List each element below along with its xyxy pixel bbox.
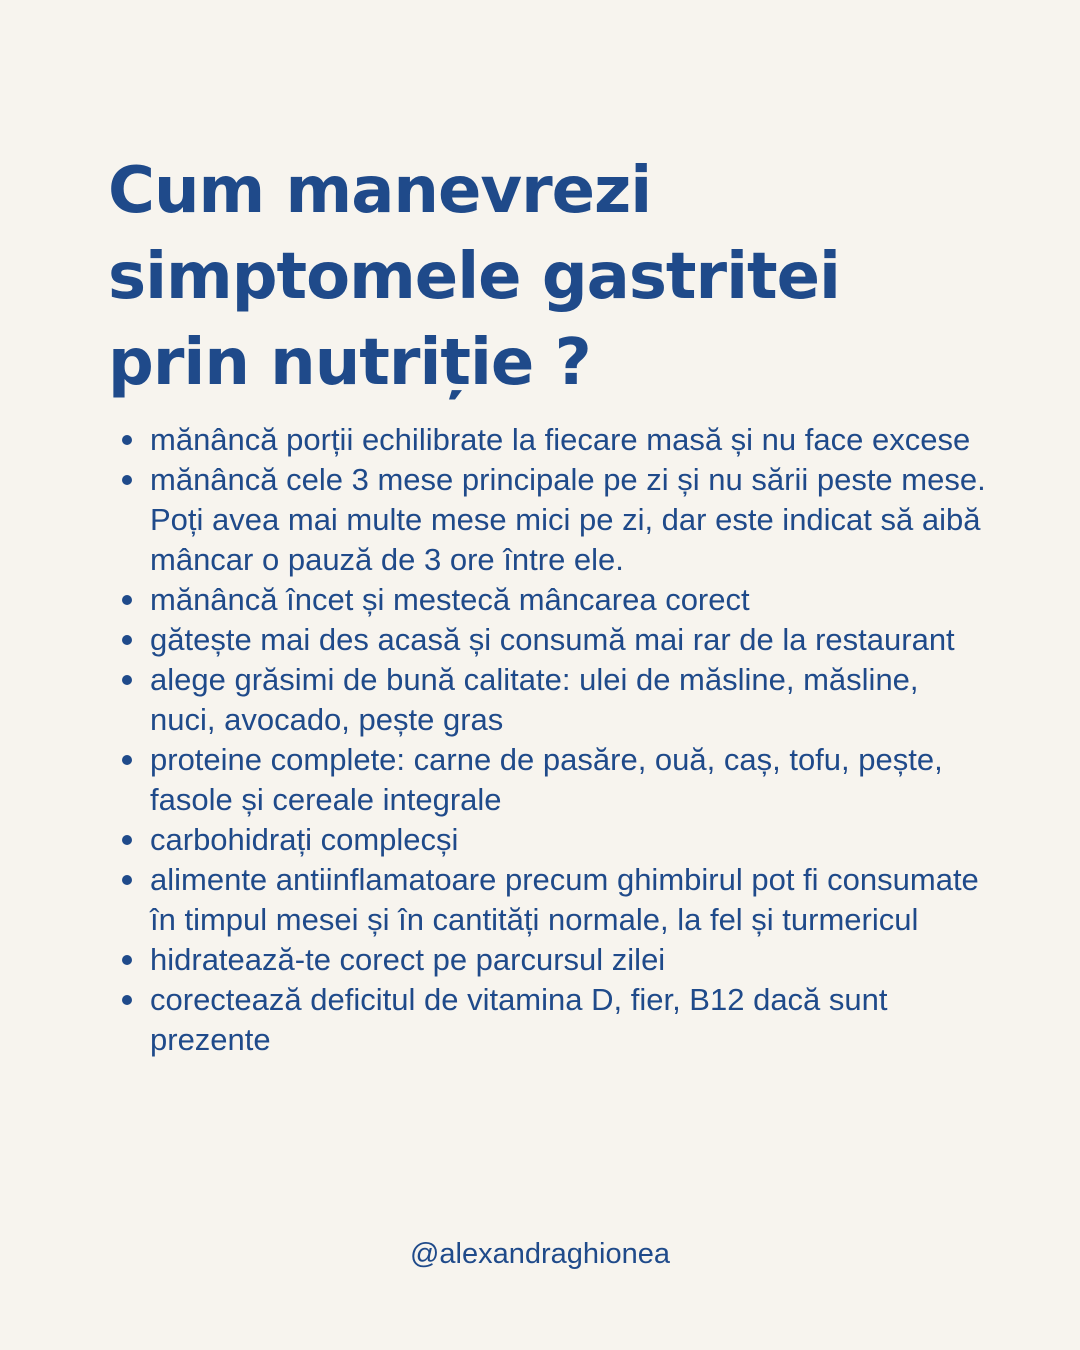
list-item [108, 660, 988, 740]
tip-text: hidratează-te corect pe parcursul zilei [150, 942, 666, 977]
tip-text: alimente antiinflamatoare precum ghimbirul pot fi consumate în timpul mesei și în cantități normale, la fel și turmericul [150, 862, 979, 937]
bullet-icon [122, 435, 132, 445]
bullet-icon [122, 675, 132, 685]
list-item [108, 940, 988, 980]
tip-text: proteine complete: carne de pasăre, ouă, caș, tofu, pește, fasole și cereale integrale [150, 742, 943, 817]
tip-text: alege grăsimi de bună calitate: ulei de măsline, măsline, nuci, avocado, pește gras [150, 662, 919, 737]
bullet-icon [122, 955, 132, 965]
bullet-icon [122, 475, 132, 485]
author-handle: @alexandraghionea [409, 1238, 671, 1270]
bullet-icon [122, 635, 132, 645]
list-item [108, 820, 988, 860]
list-item [108, 580, 988, 620]
tips-list [108, 420, 988, 1060]
bullet-icon [122, 755, 132, 765]
list-item [108, 740, 988, 820]
tip-text: gătește mai des acasă și consumă mai rar de la restaurant [150, 622, 955, 657]
bullet-icon [122, 595, 132, 605]
bullet-icon [122, 875, 132, 885]
bullet-icon [122, 835, 132, 845]
list-item [108, 460, 988, 580]
tip-text: mănâncă porții echilibrate la fiecare masă și nu face excese [150, 422, 971, 457]
list-item [108, 620, 988, 660]
tip-text: carbohidrați complecși [150, 822, 459, 857]
page-title: Cum manevrezi simptomele gastritei prin nutriție ? [108, 154, 840, 400]
tip-text: mănâncă încet și mestecă mâncarea corect [150, 582, 750, 617]
bullet-icon [122, 995, 132, 1005]
list-item [108, 860, 988, 940]
list-item [108, 420, 988, 460]
tip-text: mănâncă cele 3 mese principale pe zi și nu sării peste mese. Poți avea mai multe mese mici pe zi, dar este indicat să aibă mâncar o pauză de 3 ore între ele. [150, 462, 986, 577]
tip-text: corectează deficitul de vitamina D, fier, B12 dacă sunt prezente [150, 982, 888, 1057]
list-item [108, 980, 988, 1060]
